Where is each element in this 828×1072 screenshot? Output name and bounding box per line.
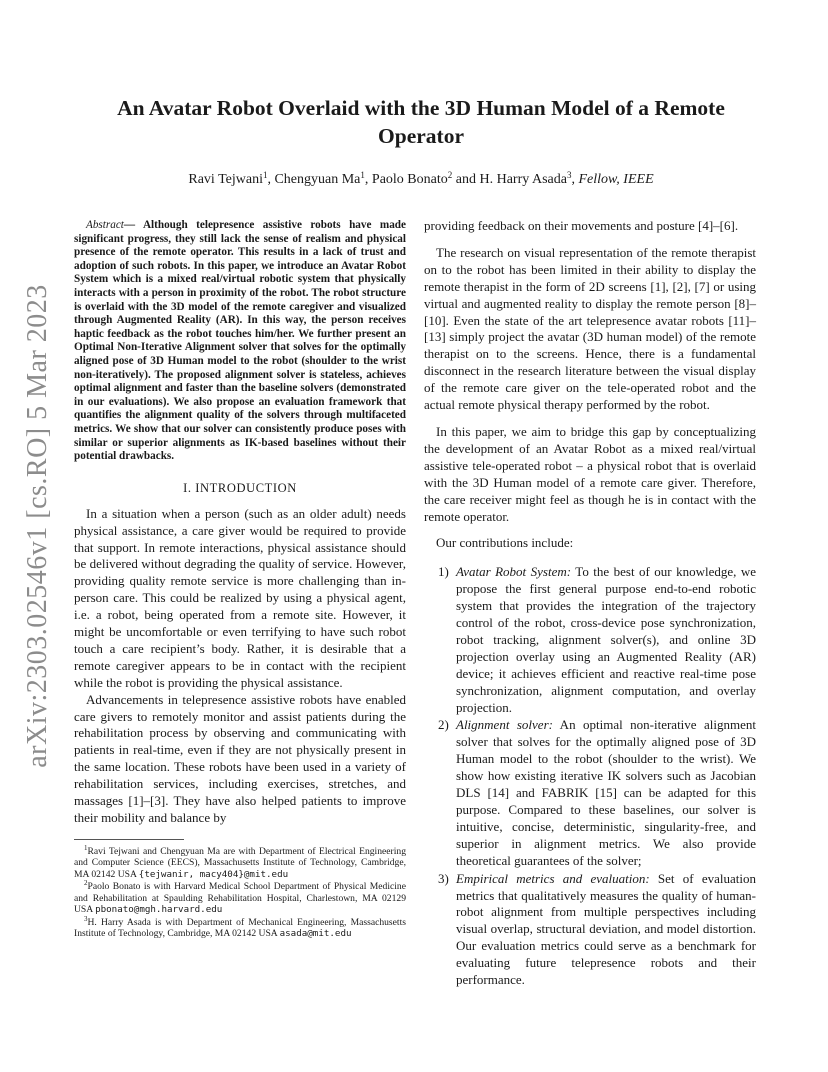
contribution-title: Alignment solver: <box>456 717 553 733</box>
author-name: H. Harry Asada <box>479 172 567 187</box>
footnote-email: asada@mit.edu <box>279 928 352 940</box>
contribution-item <box>424 564 756 716</box>
affiliation-mark: 2 <box>447 170 453 180</box>
body-paragraph: Our contributions include: <box>436 535 574 551</box>
footnote-mark: 1 <box>84 843 88 852</box>
author-separator: and <box>452 172 480 187</box>
affiliation-mark: 3 <box>566 170 572 180</box>
footnote-mark: 3 <box>84 914 88 923</box>
abstract-dash: — <box>123 219 143 231</box>
author-line <box>80 170 762 190</box>
footnote-3 <box>74 914 406 940</box>
left-column <box>74 219 406 941</box>
author-separator: , <box>364 172 372 187</box>
footnote-mark: 2 <box>84 879 88 888</box>
section-heading-introduction: I. INTRODUCTION <box>183 480 297 495</box>
affiliation-mark: 1 <box>262 170 268 180</box>
abstract <box>74 219 406 464</box>
affiliation-mark: 1 <box>360 170 365 180</box>
footnote-email: pbonato@mgh.harvard.edu <box>95 904 223 916</box>
arxiv-side-stamp <box>20 286 56 766</box>
contributions-list <box>424 564 756 989</box>
arxiv-identifier: arXiv:2303.02546v1 [cs.RO] 5 Mar 2023 <box>22 284 53 768</box>
contribution-number: 1) <box>438 564 449 580</box>
author-name: Paolo Bonato <box>371 172 448 187</box>
contribution-number: 2) <box>438 717 449 733</box>
footnote-divider <box>74 839 184 840</box>
contribution-body <box>456 564 756 716</box>
footnote-2 <box>74 881 406 916</box>
author-separator: , <box>267 172 275 187</box>
body-paragraph-continued: providing feedback on their movements and posture [4]–[6]. <box>424 218 739 233</box>
body-paragraph: The research on visual representation of the remote therapist on to the robot has been limited in their ability to display the remote therapist in the form of 2D screens [1], [2], [7] or using virtual and augmented reality to display the remote person [8]–[10]. Even the state of the art telepresence avatar robots [11]–[13] simply project the avatar (3D human model) of the remote therapist on to the screens. Hence, there is a fundamental disconnect in the research literature between the visual display of the remote care giver on the tele-operated robot and the actual remote physical therapy performed by the robot. <box>424 244 756 413</box>
footnote-text: Ravi Tejwani and Chengyuan Ma are with Department of Electrical Engineering and Computer Science (EECS), Massachusetts Institute of Technology, Cambridge, MA 02142 USA <box>74 845 406 880</box>
contribution-text: An optimal non-iterative alignment solver that solves for the optimally aligned pose of 3D Human model to the robot (shoulder to the wrist). We show how existing iterative IK solvers such as Jacobian DLS [14] and FABRIK [15] can be adapted for this purpose. Compared to these baselines, our solver is intuitive, concise, deterministic, singularity-free, and superior in alignment metrics. We also provide theoretical guarantees of the solver; <box>456 717 756 868</box>
contribution-text: Set of evaluation metrics that qualitatively measures the quality of human-robot alignment from multiple perspectives including visual overlap, structural deviation, and model distortion. Our evaluation metrics could serve as a benchmark for evaluating future telepresence robots and their performance. <box>456 870 756 988</box>
abstract-text: Although telepresence assistive robots have made significant progress, they still lack the sense of realism and physical presence of the remote operator. This results in a lack of trust and adoption of such robots. In this paper, we introduce an Avatar Robot System which is a mixed real/virtual robotic system that physically interacts with a person in proximity of the robot. The robot structure is overlaid with the 3D model of the remote caregiver and visualized through Augmented Reality (AR). In this way, the person receives haptic feedback as the robot touches him/her. We further present an Optimal Non-Iterative Alignment solver that solves for the optimally aligned pose of 3D Human model to the robot (shoulder to the wrist non-iteratively). The proposed alignment solver is stateless, achieves optimal alignment and faster than the baseline solvers (demonstrated in our evaluations). We also propose an evaluation framework that quantifies the alignment quality of the solvers through multifaceted metrics. We show that our solver can consistently produce poses with similar or superior alignments as IK-based baselines without their potential drawbacks. <box>74 219 406 463</box>
body-paragraph: In this paper, we aim to bridge this gap by conceptualizing the development of an Avatar Robot as a mixed real/virtual assistive tele-operated robot – a physical robot that is overlaid with the 3D Human model of a remote care giver. Therefore, the care receiver might feel as though he is in contact with the remote operator. <box>424 423 756 524</box>
contribution-item <box>424 871 756 989</box>
footnote-text: H. Harry Asada is with Department of Mechanical Engineering, Massachusetts Institute of Technology, Cambridge, MA 02142 USA <box>74 916 406 940</box>
contribution-number: 3) <box>438 870 449 886</box>
contribution-body <box>456 871 756 989</box>
footnote-1 <box>74 843 406 881</box>
contribution-item <box>424 717 756 869</box>
author-name: Ravi Tejwani <box>188 172 263 187</box>
contribution-title: Avatar Robot System: <box>456 564 572 580</box>
author-name: Chengyuan Ma <box>274 172 361 187</box>
author-separator: , <box>571 172 579 187</box>
footnote-email: {tejwanir, macy404}@mit.edu <box>138 868 289 880</box>
footnote-text: Paolo Bonato is with Harvard Medical School Department of Physical Medicine and Rehabilitation at Spaulding Rehabilitation Hospital, Charlestown, MA 02129 USA <box>74 881 406 916</box>
right-column <box>424 218 756 990</box>
body-paragraph: In a situation when a person (such as an older adult) needs physical assistance, a care giver would be required to provide that support. In remote interactions, physical assistance should be delivered without degrading the quality of service. However, providing quality remote service is more challenging than in-person care. This could be realized by using a physical agent, i.e. a robot, being operated from a remote site. However, it might be uncomfortable or even terrifying to have such robot touch a care recipient’s body. Rather, it is desirable that a remote caregiver appears to be in contact with the recipient while the robot is providing the physical assistance. <box>74 505 406 690</box>
contribution-title: Empirical metrics and evaluation: <box>456 870 650 886</box>
body-paragraph: Advancements in telepresence assistive robots have enabled care givers to remotely monitor and assist patients during the rehabilitation process by observing and communicating with patients in real-time, even if they are not physically present in the same location. These robots have been used in a variety of rehabilitation services, including exercises, stretches, and massages [1]–[3]. They have also helped patients to improve their mobility and balance by <box>74 691 406 825</box>
paper-title: An Avatar Robot Overlaid with the 3D Human Model of a Remote Operator <box>117 96 725 148</box>
abstract-label: Abstract <box>86 219 124 231</box>
author-honorific: Fellow, IEEE <box>578 172 654 187</box>
contribution-body <box>456 717 756 869</box>
contribution-text: To the best of our knowledge, we propose the first general purpose end-to-end robotic system that provides the integration of the trajectory control of the robot, cross-device pose synchronization, robot tracking, alignment solver(s), and online 3D projection overlay using an Augmented Reality (AR) device; it achieves efficient and reactive real-time pose synchronization, alignment computation, and overlay projection. <box>456 564 756 715</box>
